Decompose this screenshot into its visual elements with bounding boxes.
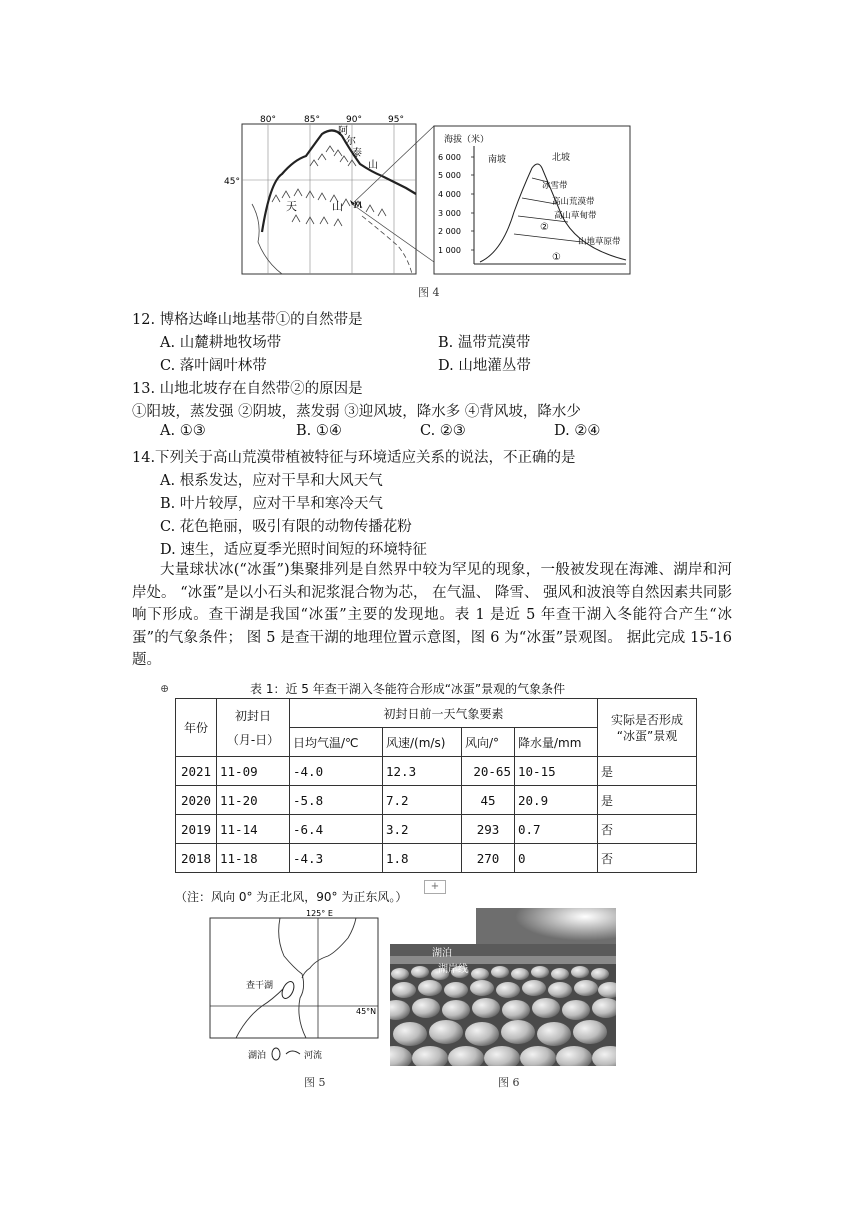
figure-6-graphic — [390, 908, 616, 1066]
cell-year: 2019 — [176, 815, 217, 844]
q14-stem: 14.下列关于高山荒漠带植被特征与环境适应关系的说法，不正确的是 — [132, 450, 576, 466]
lat-label-45: 45° — [224, 177, 240, 187]
header-date-line1: 初封日 — [234, 708, 271, 723]
figure-6-caption: 图 6 — [498, 1076, 520, 1089]
q13-items: ①阳坡，蒸发强 ②阴坡，蒸发弱 ③迎风坡，降水多 ④背风坡，降水少 — [132, 404, 581, 420]
cell-dir: 45 — [462, 786, 515, 815]
q13-stem: 13. 山地北坡存在自然带②的原因是 — [132, 381, 363, 397]
cell-temp: -4.3 — [290, 844, 383, 873]
belt-ice-snow: 冰雪带 — [542, 181, 568, 191]
header-precip: 降水量/mm — [515, 728, 598, 757]
header-temp: 日均气温/℃ — [290, 728, 383, 757]
table-1 — [175, 698, 697, 873]
fig6-lake-label: 湖泊 — [432, 948, 452, 959]
figure-5-graphic — [206, 908, 382, 1068]
cell-speed: 12.3 — [383, 757, 462, 786]
tick-1000: 1 000 — [438, 246, 461, 255]
legend-river-icon — [286, 1051, 300, 1054]
q13-option-d: D. ②④ — [554, 423, 601, 439]
table-row — [176, 815, 697, 844]
belt-alpine-desert: 高山荒漠带 — [552, 197, 595, 207]
north-slope-label: 北坡 — [552, 153, 571, 163]
cell-formed: 是 — [598, 757, 697, 786]
belt-mark-2: ② — [540, 222, 549, 233]
table-1-title: 表 1：近 5 年查干湖入冬能符合形成“冰蛋”景观的气象条件 — [250, 682, 566, 696]
lon-label-90: 90° — [346, 115, 362, 125]
cell-date: 11-14 — [217, 815, 290, 844]
fig6-shore-label: 湖岸线 — [438, 964, 468, 975]
cell-date: 11-18 — [217, 844, 290, 873]
cell-precip: 0 — [515, 844, 598, 873]
cell-year: 2018 — [176, 844, 217, 873]
table-row — [176, 844, 697, 873]
cell-temp: -6.4 — [290, 815, 383, 844]
q14-option-b: B. 叶片较厚，应对干旱和寒冷天气 — [160, 496, 383, 512]
q13-option-b: B. ①④ — [296, 423, 342, 439]
cell-formed: 否 — [598, 844, 697, 873]
tick-3000: 3 000 — [438, 209, 461, 218]
altai-char-4: 山 — [368, 160, 378, 171]
belt-mark-1: ① — [552, 252, 561, 263]
figure-4-graphic — [222, 112, 632, 280]
cell-precip: 10-15 — [515, 757, 598, 786]
cell-formed: 否 — [598, 815, 697, 844]
cell-date: 11-09 — [217, 757, 290, 786]
header-year: 年份 — [176, 699, 217, 757]
tianshan-char-1: 天 — [286, 200, 297, 213]
table-move-handle-icon[interactable]: ⊕ — [160, 682, 170, 695]
legend-lake-icon — [272, 1048, 280, 1060]
tick-5000: 5 000 — [438, 171, 461, 180]
table-row — [176, 786, 697, 815]
passage-paragraph: 大量球状冰(“冰蛋”)集聚排列是自然界中较为罕见的现象，一般被发现在海滩、湖岸和河岸处。 “冰蛋”是以小石头和泥浆混合物为芯， 在气温、 降雪、 强风和波浪等自然因素共同影响下形成。查干湖是我国“冰蛋”主要的发现地。表 1 是近 5 年查干湖入冬能符合产生“冰蛋”的气象条件； 图 5 是查干湖的地理位置示意图，图 6 为“冰蛋”景观图。 据此完成 15-16 题。 — [132, 562, 732, 668]
cell-formed: 是 — [598, 786, 697, 815]
tick-6000: 6 000 — [438, 153, 461, 162]
cell-precip: 0.7 — [515, 815, 598, 844]
profile-ylabel: 海拔（米） — [444, 135, 490, 145]
fig5-legend-river: 河流 — [304, 1051, 323, 1061]
figure-6-photo — [390, 908, 616, 1066]
header-weather: 初封日前一天气象要素 — [290, 699, 598, 728]
q13-option-a: A. ①③ — [160, 423, 206, 439]
header-formed-line2: “冰蛋”景观 — [616, 728, 678, 743]
figure-4-caption: 图 4 — [418, 286, 440, 299]
header-date — [217, 699, 290, 757]
cell-temp: -5.8 — [290, 786, 383, 815]
q12-option-c: C. 落叶阔叶林带 — [160, 358, 267, 374]
fig5-lat-label: 45°N — [356, 1007, 377, 1016]
fig5-legend-lake: 湖泊 — [248, 1051, 267, 1061]
altai-char-3: 泰 — [352, 148, 362, 159]
tick-2000: 2 000 — [438, 227, 461, 236]
lon-label-85: 85° — [304, 115, 320, 125]
cell-year: 2020 — [176, 786, 217, 815]
cell-dir: 20-65 — [462, 757, 515, 786]
table-row — [176, 757, 697, 786]
cell-dir: 270 — [462, 844, 515, 873]
cell-speed: 7.2 — [383, 786, 462, 815]
fig5-lake-label: 查干湖 — [246, 981, 274, 991]
figure-5 — [206, 908, 382, 1068]
header-wind-dir: 风向/° — [462, 728, 515, 757]
q12-option-a: A. 山麓耕地牧场带 — [160, 335, 282, 351]
figure-5-caption: 图 5 — [304, 1076, 326, 1089]
peak-m-label: M — [354, 201, 362, 211]
q14-option-c: C. 花色艳丽，吸引有限的动物传播花粉 — [160, 519, 412, 535]
belt-mountain-steppe: 山地草原带 — [578, 237, 621, 247]
tianshan-char-2: 山 — [332, 200, 343, 213]
q13-option-c: C. ②③ — [420, 423, 466, 439]
altai-char-2: 尔 — [346, 136, 356, 147]
q14-option-d: D. 速生，适应夏季光照时间短的环境特征 — [160, 542, 427, 558]
cell-precip: 20.9 — [515, 786, 598, 815]
table-add-row-icon[interactable]: + — [424, 880, 446, 894]
header-formed — [598, 699, 697, 757]
header-date-line2: （月-日） — [226, 732, 280, 747]
cell-date: 11-20 — [217, 786, 290, 815]
q12-option-b: B. 温带荒漠带 — [438, 335, 531, 351]
q14-option-a: A. 根系发达，应对干旱和大风天气 — [160, 473, 383, 489]
table-1-note: （注：风向 0° 为正北风，90° 为正东风。） — [175, 890, 408, 904]
q12-stem: 12. 博格达峰山地基带①的自然带是 — [132, 312, 363, 328]
q12-option-d: D. 山地灌丛带 — [438, 358, 531, 374]
cell-dir: 293 — [462, 815, 515, 844]
figure-4 — [222, 112, 632, 280]
lon-label-80: 80° — [260, 115, 276, 125]
header-wind-speed: 风速/(m/s) — [383, 728, 462, 757]
cell-speed: 1.8 — [383, 844, 462, 873]
belt-alpine-meadow: 高山草甸带 — [554, 211, 597, 221]
fig5-lon-label: 125° E — [306, 909, 333, 918]
altai-char-1: 阿 — [338, 126, 348, 137]
tick-4000: 4 000 — [438, 190, 461, 199]
lon-label-95: 95° — [388, 115, 404, 125]
cell-year: 2021 — [176, 757, 217, 786]
cell-speed: 3.2 — [383, 815, 462, 844]
south-slope-label: 南坡 — [488, 155, 507, 165]
cell-temp: -4.0 — [290, 757, 383, 786]
header-formed-line1: 实际是否形成 — [610, 712, 683, 727]
